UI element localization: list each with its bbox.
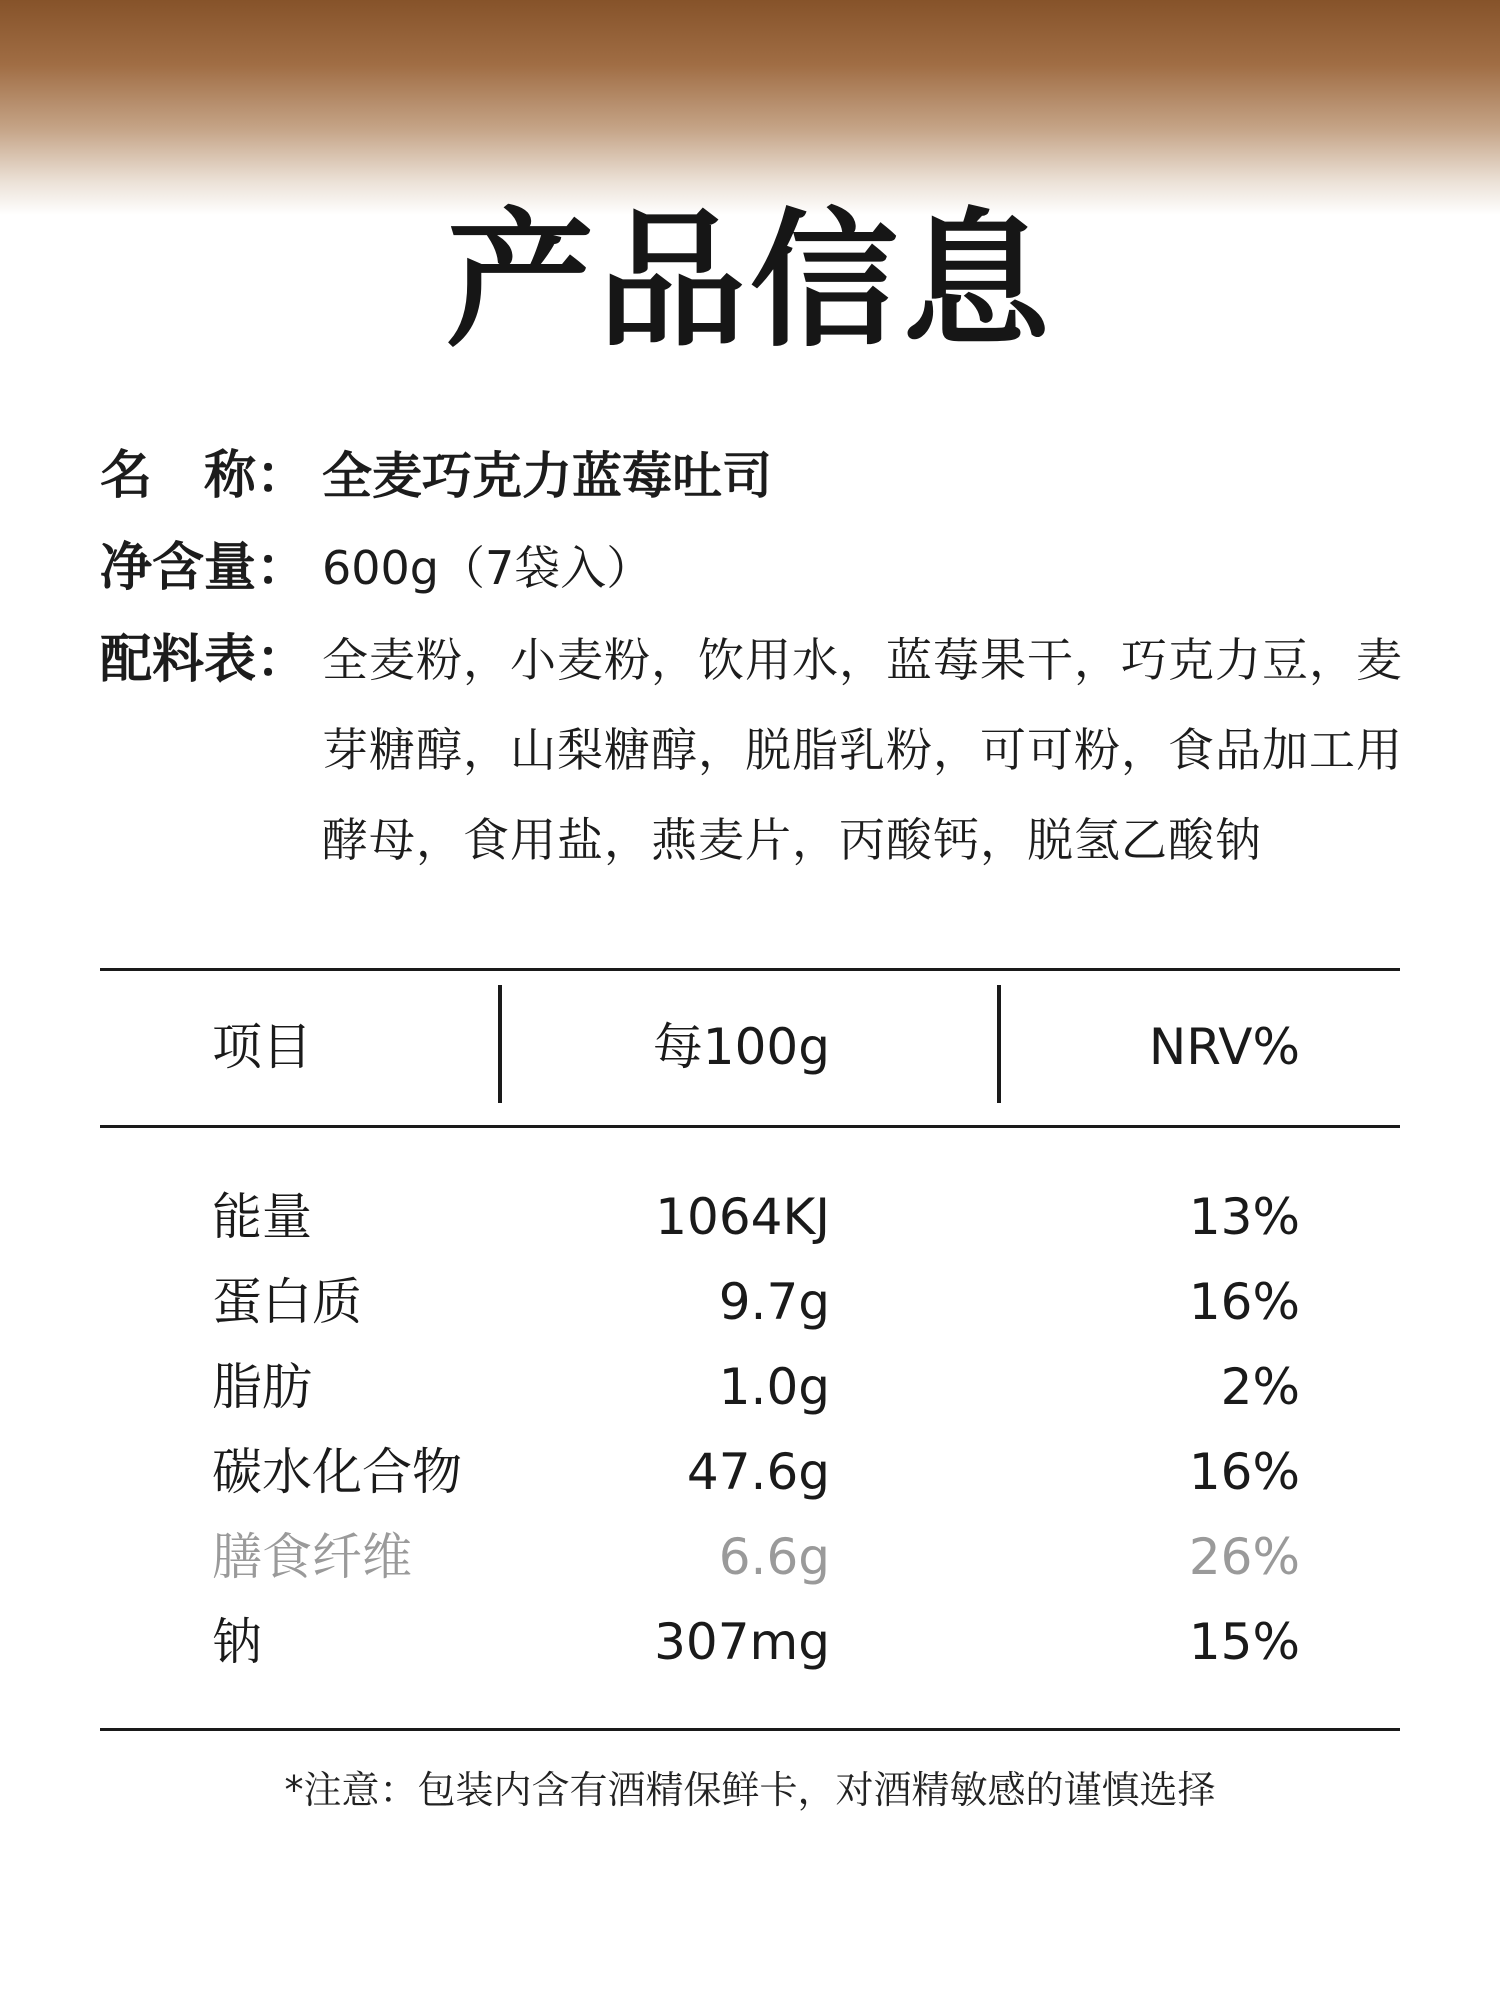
header-nrv: NRV%	[1148, 1018, 1300, 1076]
row-per-100g: 47.6g	[686, 1443, 830, 1501]
product-info	[100, 440, 1420, 905]
product-name: 全麦巧克力蓝莓吐司	[322, 447, 772, 505]
table-bottom-rule	[100, 1728, 1400, 1731]
ingredients-value: 全麦粉，小麦粉，饮用水，蓝莓果干，巧克力豆，麦芽糖醇，山梨糖醇，脱脂乳粉，可可粉，食品加工用酵母，食用盐，燕麦片，丙酸钙，脱氢乙酸钠	[322, 633, 1403, 867]
info-row-name	[100, 440, 1420, 512]
row-item: 能量	[212, 1188, 312, 1246]
header-per-100g: 每100g	[652, 1018, 830, 1076]
table-top-rule	[100, 968, 1400, 971]
row-per-100g: 1064KJ	[655, 1188, 830, 1246]
top-gradient-band	[0, 0, 1500, 215]
net-content-value: 600g（7袋入）	[322, 541, 653, 595]
table-header-rule	[100, 1125, 1400, 1128]
row-item: 蛋白质	[212, 1273, 362, 1331]
header-item: 项目	[212, 1018, 312, 1076]
name-label: 名 称：	[100, 446, 309, 506]
row-item: 膳食纤维	[212, 1528, 412, 1586]
net-content-label: 净含量：	[100, 538, 309, 598]
row-item: 碳水化合物	[212, 1443, 462, 1501]
info-row-net-content	[100, 532, 1420, 604]
row-item: 钠	[212, 1613, 262, 1671]
alcohol-notice: *注意：包装内含有酒精保鲜卡，对酒精敏感的谨慎选择	[284, 1768, 1216, 1812]
row-nrv: 16%	[1188, 1273, 1300, 1331]
row-nrv: 15%	[1188, 1613, 1300, 1671]
row-nrv: 2%	[1220, 1358, 1300, 1416]
row-per-100g: 307mg	[654, 1613, 830, 1671]
row-nrv: 16%	[1188, 1443, 1300, 1501]
row-per-100g: 6.6g	[718, 1528, 830, 1586]
row-nrv: 13%	[1188, 1188, 1300, 1246]
row-item: 脂肪	[212, 1358, 312, 1416]
row-per-100g: 1.0g	[718, 1358, 830, 1416]
ingredients-label: 配料表：	[100, 630, 309, 690]
row-per-100g: 9.7g	[718, 1273, 830, 1331]
info-row-ingredients	[100, 624, 1420, 885]
header-divider-1	[498, 985, 502, 1103]
row-nrv: 26%	[1188, 1528, 1300, 1586]
page-title: 产品信息	[446, 193, 1054, 367]
